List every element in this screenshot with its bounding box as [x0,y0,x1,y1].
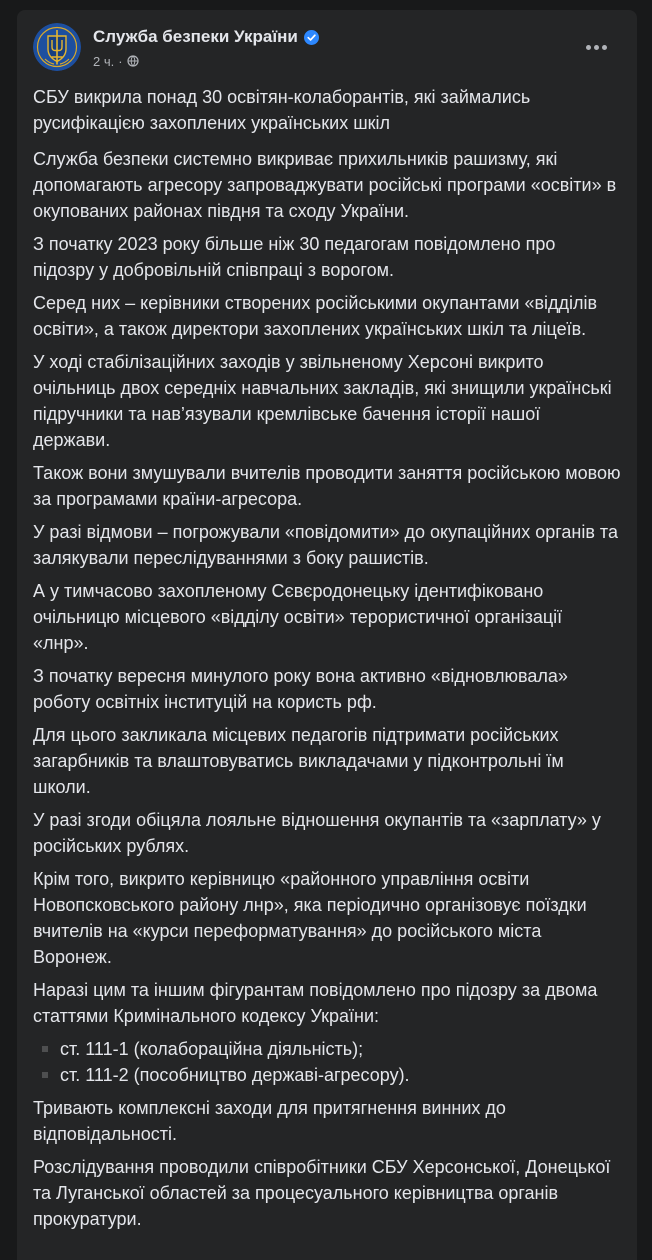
post-headline: СБУ викрила понад 30 освітян-колаборантів, які займались русифікацією захоплених українських шкіл [33,87,531,133]
meta-separator: · [118,53,123,69]
post-paragraph: А у тимчасово захопленому Сєвєродонецьку ідентифіковано очільницю місцевого «відділу освіти» терористичної організації «лнр». [33,581,563,653]
post-paragraph: Для цього закликала місцевих педагогів підтримати російських загарбників та влаштовуватись викладачами у підконтрольні їм школи. [33,725,564,797]
author-avatar[interactable] [33,23,81,71]
post-body [33,84,621,1239]
post-paragraph: Розслідування проводили співробітники СБУ Херсонської, Донецької та Луганської областей за процесуального керівництва органів прокуратури. [33,1157,611,1229]
list-item-text: ст. 111-1 (колабораційна діяльність); [60,1039,364,1059]
verified-badge-icon [304,30,319,45]
list-item [33,1062,621,1088]
globe-icon [127,55,139,67]
post-meta [93,52,139,70]
post-paragraph: У разі відмови – погрожували «повідомити» до окупаційних органів та залякували переслідуваннями з боку рашистів. [33,522,618,568]
author-name[interactable]: Служба безпеки України [93,27,298,46]
list-item-text: ст. 111-2 (пособництво державі-агресору). [60,1065,410,1085]
sbu-emblem-icon [33,23,81,71]
post-paragraph: Наразі цим та іншим фігурантам повідомлено про підозру за двома статтями Кримінального кодексу України: [33,980,598,1026]
more-options-icon [602,45,607,50]
list-item [33,1036,621,1062]
bullet-square-icon [42,1046,48,1052]
post-paragraph: Служба безпеки системно викриває прихильників рашизму, які допомагають агресору запроваджувати російські програми «освіти» в окупованих районах півдня та сходу України. [33,149,617,221]
more-options-icon [586,45,591,50]
more-options-icon [594,45,599,50]
bullet-square-icon [42,1072,48,1078]
post-paragraph: Також вони змушували вчителів проводити заняття російською мовою за програмами країни-агресора. [33,463,621,509]
post-paragraph: Крім того, викрито керівницю «районного управління освіти Новопсковського району лнр», яка періодично організовує поїздки вчителів на «курси переформатування» до російського міста Воронеж. [33,869,587,967]
post-timestamp[interactable]: 2 ч. [93,53,115,69]
post-paragraph: Тривають комплексні заходи для притягнення винних до відповідальності. [33,1098,506,1144]
post-paragraph: З початку 2023 року більше ніж 30 педагогам повідомлено про підозру у добровільній співпраці з ворогом. [33,234,556,280]
post-paragraph: У ході стабілізаційних заходів у звільненому Херсоні викрито очільниць двох середніх навчальних закладів, які знищили українські підручники та нав’язували кремлівське бачення історії нашої держави. [33,352,612,450]
post-card [17,10,637,1260]
post-paragraph: З початку вересня минулого року вона активно «відновлювала» роботу освітніх інституцій на користь рф. [33,666,568,712]
more-options-button[interactable] [578,29,614,65]
author-row [93,25,319,49]
charges-list [33,1036,621,1088]
post-paragraph: Серед них – керівники створених російськими окупантами «відділів освіти», а також директори захоплених українських шкіл та ліцеїв. [33,293,598,339]
post-paragraph: У разі згоди обіцяла лояльне відношення окупантів та «зарплату» у російських рублях. [33,810,601,856]
